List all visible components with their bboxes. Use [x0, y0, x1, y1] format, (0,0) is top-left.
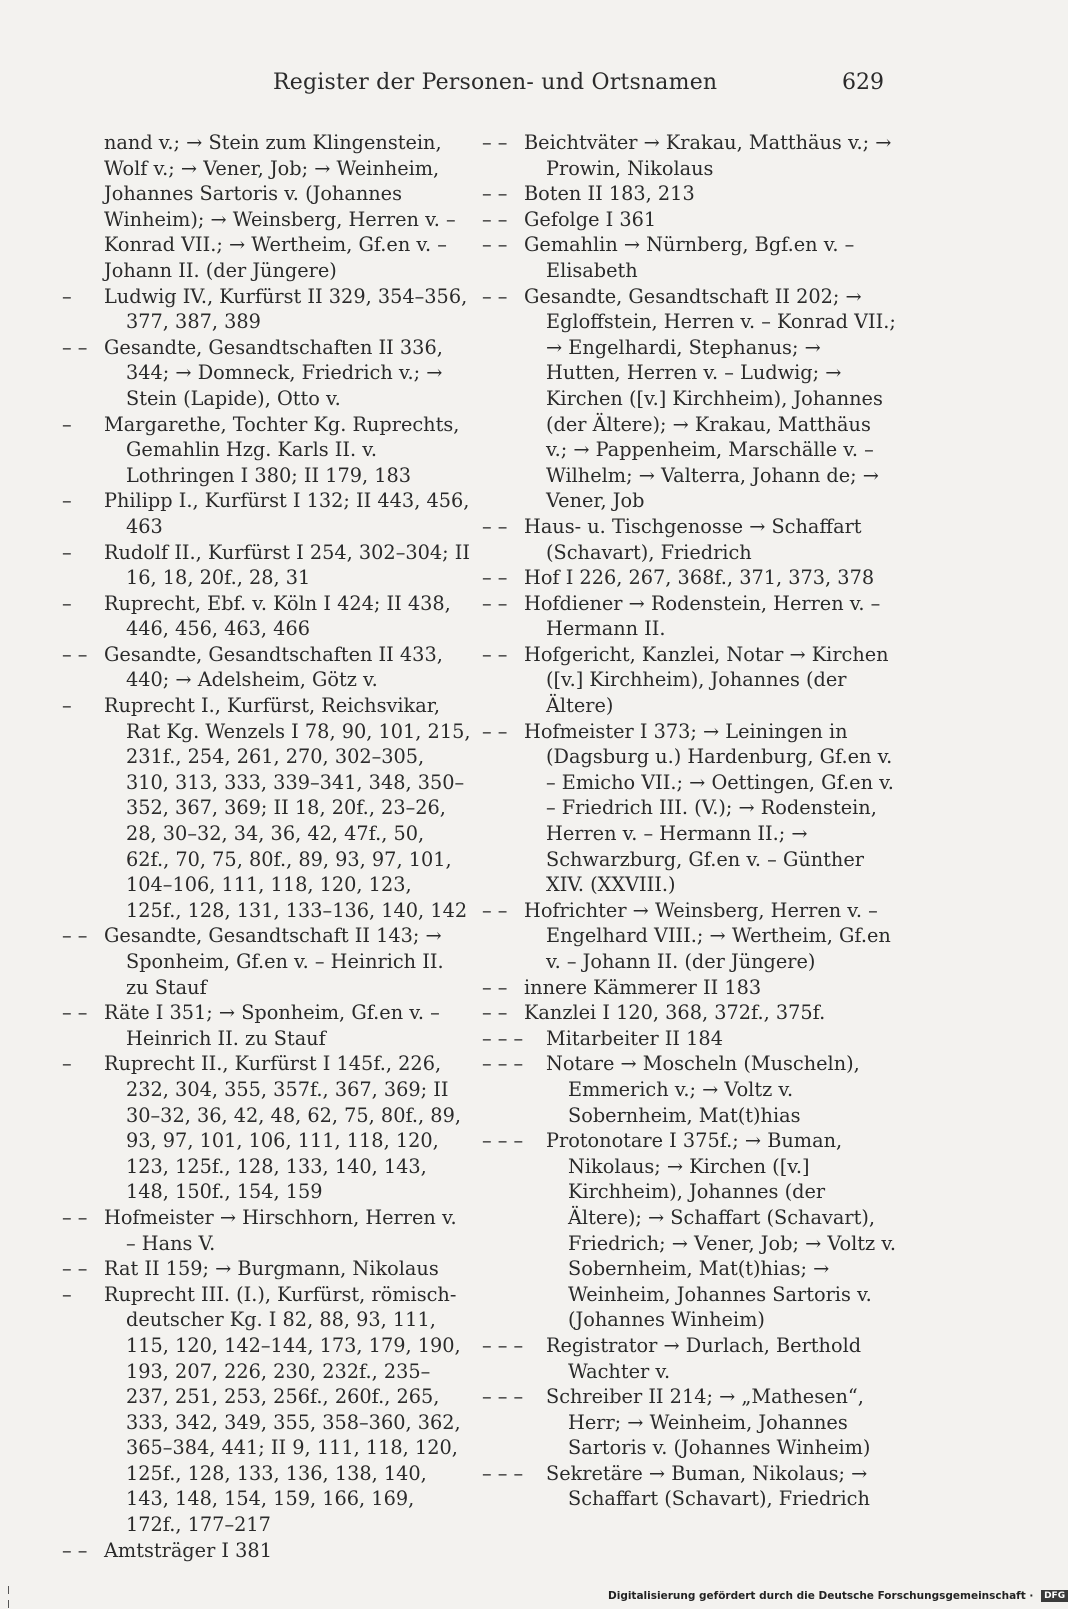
entry-level-marker: – [62, 284, 72, 308]
entry-text: Boten II 183, 213 [524, 182, 695, 206]
entry-text: Margarethe, Tochter Kg. Ruprechts, Gemahlin Hzg. Karls II. v. Lothringen I 380; II 179, 183 [104, 412, 460, 487]
entry-level-marker: – – [482, 514, 508, 538]
entry-text: Räte I 351; → Sponheim, Gf.en v. – Heinrich II. zu Stauf [104, 1001, 440, 1050]
entry-text: Ludwig IV., Kurfürst II 329, 354–356, 377, 387, 389 [104, 284, 468, 334]
entry-level-marker: – – [482, 719, 508, 743]
entry-level-marker: – – [482, 591, 508, 615]
entry-level-marker: – – [482, 233, 508, 257]
index-column-left [62, 130, 472, 1563]
entry-level-marker: – – [62, 1001, 88, 1025]
entry-level-marker: – [62, 489, 72, 513]
index-entry [62, 130, 472, 284]
entry-level-marker: – – [482, 1001, 508, 1025]
running-title: Register der Personen- und Ortsnamen [273, 70, 718, 95]
entry-level-marker: – – – [482, 1129, 524, 1153]
entry-text: Hofdiener → Rodenstein, Herren v. – Hermann II. [524, 591, 881, 641]
entry-level-marker: – – – [482, 1026, 524, 1050]
index-entry [482, 898, 897, 975]
index-entry [482, 284, 897, 514]
entry-text: Gemahlin → Nürnberg, Bgf.en v. – Elisabeth [524, 233, 855, 282]
page-number: 629 [842, 70, 884, 95]
entry-text: Haus- u. Tischgenosse → Schaffart (Schavart), Friedrich [524, 514, 862, 564]
entry-text: Hofgericht, Kanzlei, Notar → Kirchen ([v.] Kirchheim), Johannes (der Ältere) [524, 642, 889, 718]
entry-level-marker: – – [62, 335, 88, 359]
entry-level-marker: – – [62, 1205, 88, 1229]
entry-level-marker: – [62, 540, 72, 564]
page-header [0, 70, 1000, 110]
entry-text: Hofmeister I 373; → Leiningen in (Dagsburg u.) Hardenburg, Gf.en v. – Emicho VII.; → Oettingen, Gf.en v. – Friedrich III. (V.); → Rodenstein, Herren v. – Hermann II.; → Schwarzburg, Gf.en v. – Günther XIV. (XXVIII.) [524, 719, 894, 897]
index-entry [482, 1000, 897, 1026]
index-column-right [482, 130, 897, 1512]
index-entry [482, 565, 897, 591]
index-entry [62, 693, 472, 923]
index-entry [62, 412, 472, 489]
index-entry [62, 1256, 472, 1282]
index-entry [482, 1026, 897, 1052]
entry-level-marker: – – [62, 642, 88, 666]
entry-level-marker: – – – [482, 1385, 524, 1409]
entry-text: Notare → Moscheln (Muscheln), Emmerich v.; → Voltz v. Sobernheim, Mat(t)hias [546, 1052, 860, 1127]
entry-text: Hofmeister → Hirschhorn, Herren v. – Hans V. [104, 1205, 457, 1255]
index-entry [482, 181, 897, 207]
dfg-logo: DFG [1041, 1590, 1068, 1602]
entry-level-marker: – – [482, 975, 508, 999]
index-entry [482, 1128, 897, 1333]
entry-level-marker: – [62, 1282, 72, 1306]
entry-text: Rudolf II., Kurfürst I 254, 302–304; II 16, 18, 20f., 28, 31 [104, 540, 471, 590]
index-entry [62, 1538, 472, 1564]
entry-text: Gesandte, Gesandtschaft II 143; → Sponheim, Gf.en v. – Heinrich II. zu Stauf [104, 924, 444, 999]
index-entry [482, 207, 897, 233]
index-entry [62, 923, 472, 1000]
entry-text: Ruprecht III. (I.), Kurfürst, römisch-deutscher Kg. I 82, 88, 93, 111, 115, 120, 142–144, 173, 179, 190, 193, 207, 226, 230, 232f., 235–237, 251, 253, 256f., 260f., 265, 333, 342, 349, 355, 358–360, 362, 365–384, 441; II 9, 111, 118, 120, 125f., 128, 133, 136, 138, 140, 143, 148, 154, 159, 166, 169, 172f., 177–217 [104, 1282, 461, 1537]
entry-level-marker: – – – [482, 1461, 524, 1485]
index-entry [62, 540, 472, 591]
index-entry [482, 130, 897, 181]
entry-level-marker: – [62, 694, 72, 718]
entry-text: Gefolge I 361 [524, 207, 657, 231]
entry-level-marker: – – – [482, 1333, 524, 1357]
entry-text: Gesandte, Gesandtschaften II 336, 344; → Domneck, Friedrich v.; → Stein (Lapide), Otto v. [104, 335, 443, 410]
entry-text: Ruprecht II., Kurfürst I 145f., 226, 232, 304, 355, 357f., 367, 369; II 30–32, 36, 42, 48, 62, 75, 80f., 89, 93, 97, 101, 106, 111, 118, 120, 123, 125f., 128, 133, 140, 143, 148, 150f., 154, 159 [104, 1052, 461, 1204]
entry-level-marker: – – [482, 207, 508, 231]
index-entry [62, 642, 472, 693]
index-entry [62, 1051, 472, 1205]
index-entry [62, 1000, 472, 1051]
index-entry [482, 642, 897, 719]
entry-level-marker: – – [482, 284, 508, 308]
index-entry [62, 1282, 472, 1538]
entry-text: Hof I 226, 267, 368f., 371, 373, 378 [524, 566, 875, 590]
entry-text: Gesandte, Gesandtschaft II 202; → Egloffstein, Herren v. – Konrad VII.; → Engelhardi, Stephanus; → Hutten, Herren v. – Ludwig; → Kirchen ([v.] Kirchheim), Johannes (der Ältere); → Krakau, Matthäus v.; → Pappenheim, Marschälle v. – Wilhelm; → Valterra, Johann de; → Vener, Job [524, 284, 896, 513]
entry-level-marker: – [62, 412, 72, 436]
index-entry [62, 488, 472, 539]
entry-text: Philipp I., Kurfürst I 132; II 443, 456, 463 [104, 489, 470, 538]
crop-mark [8, 1586, 9, 1594]
index-entry [482, 975, 897, 1001]
crop-mark [8, 1600, 9, 1608]
entry-level-marker: – – [482, 898, 508, 922]
entry-text: Hofrichter → Weinsberg, Herren v. – Engelhard VIII.; → Wertheim, Gf.en v. – Johann II. (der Jüngere) [524, 898, 891, 973]
index-entry [482, 1051, 897, 1128]
footer-text: Digitalisierung gefördert durch die Deutsche Forschungsgemeinschaft · [608, 1590, 1034, 1602]
entry-text: Amtsträger I 381 [104, 1538, 272, 1562]
entry-text: Registrator → Durlach, Berthold Wachter v. [546, 1333, 862, 1383]
entry-level-marker: – – [482, 182, 508, 206]
entry-text: innere Kämmerer II 183 [524, 975, 762, 999]
index-entry [62, 591, 472, 642]
entry-level-marker: – – – [482, 1052, 524, 1076]
index-entry [482, 1333, 897, 1384]
index-entry [62, 335, 472, 412]
index-entry [62, 284, 472, 335]
entry-level-marker: – [62, 1052, 72, 1076]
entry-text: Sekretäre → Buman, Nikolaus; → Schaffart (Schavart), Friedrich [546, 1461, 870, 1511]
entry-level-marker: – – [62, 1257, 88, 1281]
entry-text: Gesandte, Gesandtschaften II 433, 440; → Adelsheim, Götz v. [104, 642, 443, 692]
index-entry [482, 719, 897, 898]
entry-text: Schreiber II 214; → „Mathesen“, Herr; → Weinheim, Johannes Sartoris v. (Johannes Winheim) [546, 1385, 871, 1460]
entry-text: Kanzlei I 120, 368, 372f., 375f. [524, 1001, 826, 1025]
entry-text: Ruprecht I., Kurfürst, Reichsvikar, Rat Kg. Wenzels I 78, 90, 101, 215, 231f., 254, 261, 270, 302–305, 310, 313, 333, 339–341, 348, 350–352, 367, 369; II 18, 20f., 23–26, 28, 30–32, 34, 36, 42, 47f., 50, 62f., 70, 75, 80f., 89, 93, 97, 101, 104–106, 111, 118, 120, 123, 125f., 128, 131, 133–136, 140, 142 [104, 694, 471, 922]
entry-level-marker: – – [482, 566, 508, 590]
index-entry [482, 1384, 897, 1461]
entry-level-marker: – – [62, 1538, 88, 1562]
entry-level-marker: – – [62, 924, 88, 948]
entry-text: Beichtväter → Krakau, Matthäus v.; → Prowin, Nikolaus [524, 131, 892, 180]
entry-text: Protonotare I 375f.; → Buman, Nikolaus; → Kirchen ([v.] Kirchheim), Johannes (der Ältere); → Schaffart (Schavart), Friedrich; → Vener, Job; → Voltz v. Sobernheim, Mat(t)hias; → Weinheim, Johannes Sartoris v. (Johannes Winheim) [546, 1129, 897, 1332]
index-entry [482, 514, 897, 565]
entry-level-marker: – – [482, 642, 508, 666]
entry-text: Mitarbeiter II 184 [546, 1026, 723, 1050]
index-entry [482, 591, 897, 642]
entry-level-marker: – – [482, 131, 508, 154]
entry-text: nand v.; → Stein zum Klingenstein, Wolf v.; → Vener, Job; → Weinheim, Johannes Sartoris v. (Johannes Winheim); → Weinsberg, Herren v. – Konrad VII.; → Wertheim, Gf.en v. – Johann II. (der Jüngere) [104, 131, 456, 282]
index-entry [482, 232, 897, 283]
index-entry [482, 1461, 897, 1512]
index-entry [62, 1205, 472, 1256]
entry-text: Ruprecht, Ebf. v. Köln I 424; II 438, 446, 456, 463, 466 [104, 591, 451, 641]
digitization-footer [608, 1590, 1068, 1602]
entry-level-marker: – [62, 591, 72, 615]
entry-text: Rat II 159; → Burgmann, Nikolaus [104, 1257, 439, 1281]
